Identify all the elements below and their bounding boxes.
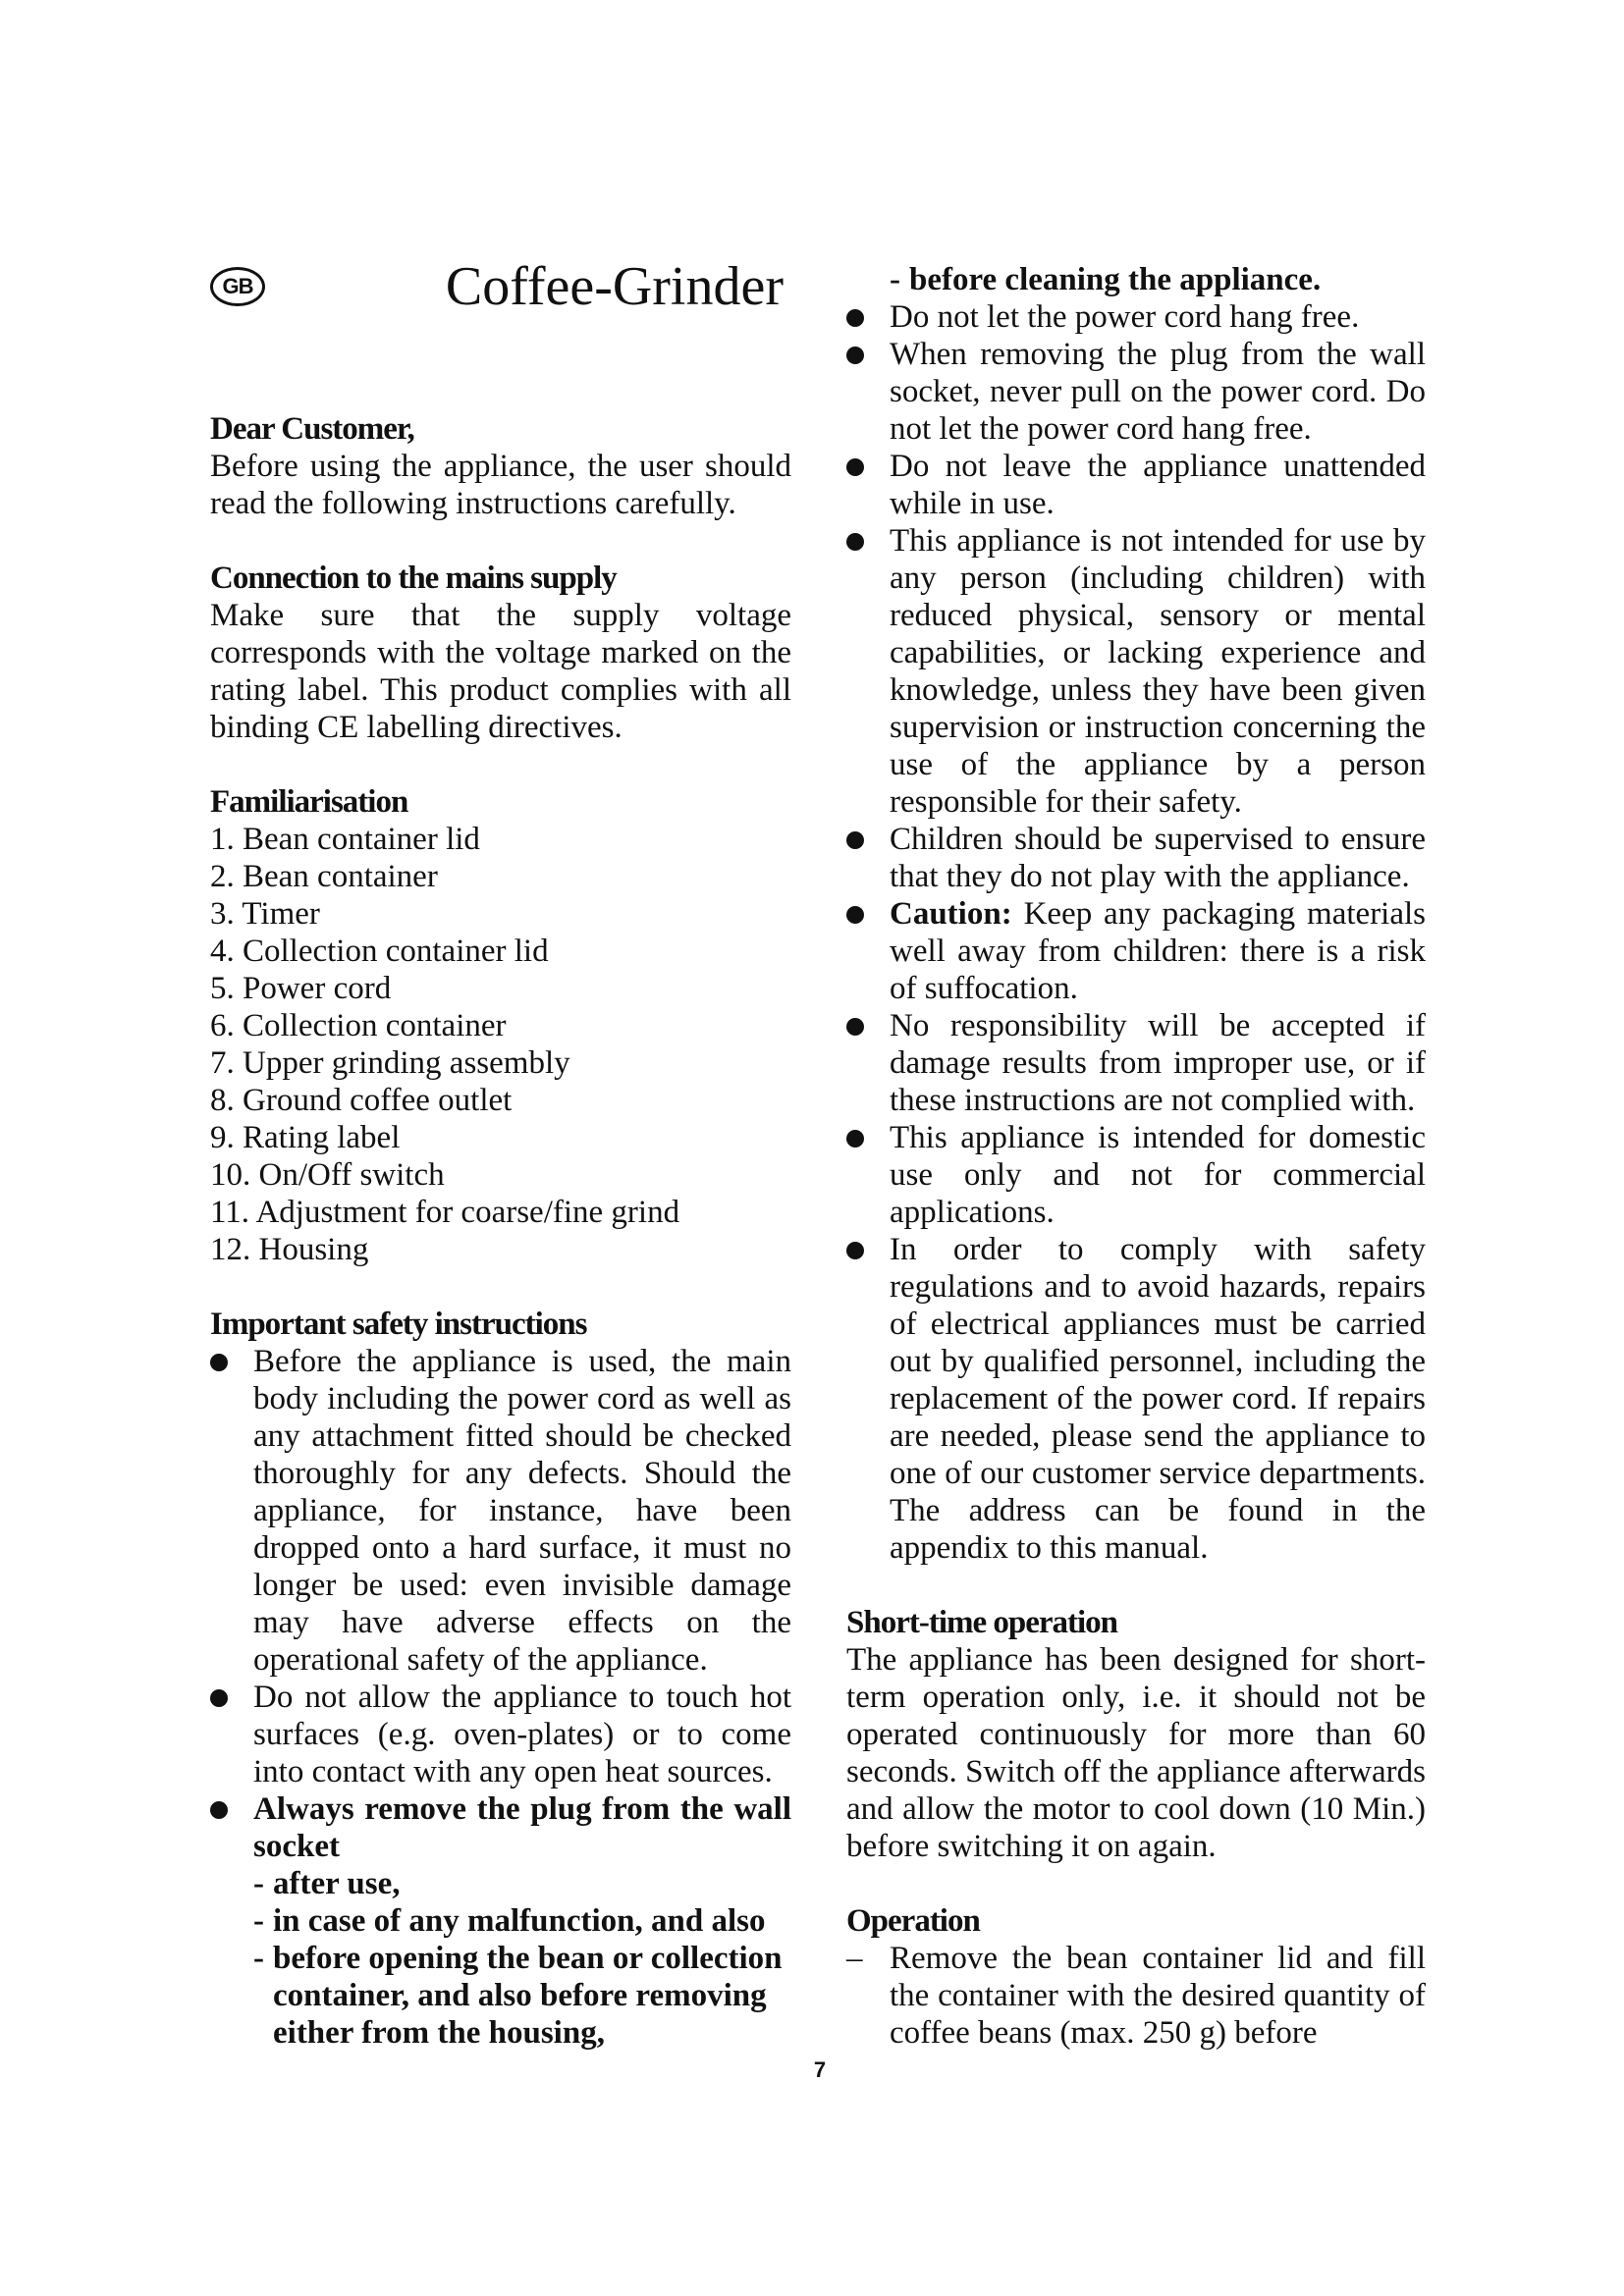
- list-item: 4. Collection container lid: [210, 934, 549, 969]
- subitem-text: before opening the bean or collection container, and also before removing either from the housing,: [273, 1941, 783, 2051]
- list-item: 12. Housing: [210, 1232, 369, 1267]
- list-item: 11. Adjustment for coarse/fine grind: [210, 1195, 680, 1230]
- list-item: 6. Collection container: [210, 1008, 507, 1043]
- page-title: Coffee-Grinder: [445, 256, 784, 317]
- subitem-text: before cleaning the appliance.: [909, 262, 1322, 297]
- list-item: 5. Power cord: [210, 971, 392, 1006]
- section-title-safety: Important safety instructions: [210, 1307, 587, 1342]
- bullet-icon: [210, 1354, 228, 1371]
- safety-bullet: [846, 821, 1426, 895]
- left-column: [210, 410, 791, 2052]
- mains-text: Make sure that the supply voltage corresponds with the voltage marked on the rating label. This product complies with all binding CE labelling directives.: [210, 598, 791, 745]
- bullet-text: Before the appliance is used, the main body including the power cord as well as any attachment fitted should be checked thoroughly for any defects. Should the appliance, for instance, have been dropped onto a hard surface, it must no longer be used: even invisible damage may have adverse effects on the operational safety of the appliance.: [253, 1344, 791, 1678]
- language-badge: GB: [210, 267, 265, 306]
- safety-bullet: [846, 522, 1426, 821]
- bullet-icon: [210, 1689, 228, 1707]
- safety-bullet: [210, 1343, 791, 1679]
- list-item: 2. Bean container: [210, 859, 438, 894]
- dash-marker: –: [846, 1941, 863, 1976]
- page-number: 7: [813, 2057, 827, 2082]
- intro-text: Before using the appliance, the user should read the following instructions carefully.: [210, 449, 791, 521]
- safety-bullet: [846, 1231, 1426, 1567]
- safety-bullet: [210, 1679, 791, 1790]
- safety-subitem: - before opening the bean or collection container, and also before removing either from the housing,: [253, 1941, 783, 2051]
- bullet-icon: [846, 458, 864, 476]
- subitem-text: after use,: [273, 1866, 401, 1901]
- parts-list: [210, 821, 791, 1268]
- operation-step: [846, 1940, 1426, 2052]
- bullet-icon: [846, 533, 864, 551]
- safety-bullet: [846, 1007, 1426, 1119]
- bullet-icon: [846, 831, 864, 849]
- bullet-icon: [846, 1018, 864, 1036]
- section-title-operation: Operation: [846, 1903, 980, 1939]
- list-item: 8. Ground coffee outlet: [210, 1083, 513, 1118]
- safety-bullet: [846, 448, 1426, 522]
- bullet-text: In order to comply with safety regulations and to avoid hazards, repairs of electrical appliances must be carried out by qualified personnel, including the replacement of the power cord. If repairs are needed, please send the appliance to one of our customer service departments. The address can be found in the appendix to this manual.: [890, 1232, 1426, 1566]
- bullet-icon: [846, 347, 864, 364]
- list-item: 3. Timer: [210, 896, 320, 932]
- bullet-text: This appliance is intended for domestic use only and not for commercial applications.: [890, 1120, 1426, 1230]
- subitem-text: in case of any malfunction, and also: [273, 1903, 766, 1939]
- list-item: 10. On/Off switch: [210, 1157, 445, 1193]
- safety-subitem: - before cleaning the appliance.: [890, 262, 1322, 297]
- bullet-text: When removing the plug from the wall socket, never pull on the power cord. Do not let the power cord hang free.: [890, 337, 1426, 447]
- section-title-mains: Connection to the mains supply: [210, 561, 617, 596]
- safety-bullet: [210, 1790, 791, 1865]
- safety-bullet: [846, 298, 1426, 336]
- caution-label: Caution:: [890, 896, 1012, 932]
- bullet-text: This appliance is not intended for use by any person (including children) with reduced physical, sensory or mental capabilities, or lacking experience and knowledge, unless they have been given supervision or instruction concerning the use of the appliance by a person responsible for their safety.: [890, 523, 1426, 820]
- safety-subitem: - in case of any malfunction, and also: [253, 1903, 766, 1939]
- bullet-icon: [846, 1242, 864, 1259]
- short-time-text: The appliance has been designed for short-term operation only, i.e. it should not be operated continuously for more than 60 seconds. Switch off the appliance afterwards and allow the motor to cool down (10 Min.) before switching it on again.: [846, 1642, 1426, 1864]
- bullet-text: Do not leave the appliance unattended while in use.: [890, 449, 1426, 521]
- bullet-text: Do not let the power cord hang free.: [890, 299, 1360, 335]
- list-item: 9. Rating label: [210, 1120, 401, 1155]
- page-header: [210, 257, 791, 316]
- bullet-icon: [846, 309, 864, 327]
- list-item: 1. Bean container lid: [210, 822, 480, 857]
- section-title-familiarisation: Familiarisation: [210, 784, 408, 820]
- list-item: 7. Upper grinding assembly: [210, 1045, 570, 1081]
- section-title-short-time: Short-time operation: [846, 1605, 1118, 1640]
- right-column: [846, 261, 1426, 2052]
- greeting: Dear Customer,: [210, 411, 414, 447]
- bullet-icon: [846, 1130, 864, 1148]
- bullet-text: Keep any packaging materials well away from children: there is a risk of suffocation.: [890, 896, 1427, 1006]
- safety-bullet: [846, 1119, 1426, 1231]
- safety-bullet: [846, 895, 1426, 1007]
- bullet-icon: [846, 906, 864, 924]
- bullet-text: Always remove the plug from the wall socket: [253, 1791, 791, 1864]
- safety-subitem: - after use,: [253, 1866, 401, 1901]
- bullet-icon: [210, 1801, 228, 1819]
- safety-bullet: [846, 336, 1426, 448]
- bullet-text: Do not allow the appliance to touch hot surfaces (e.g. oven-plates) or to come into contact with any open heat sources.: [253, 1680, 791, 1789]
- step-text: Remove the bean container lid and fill the container with the desired quantity of coffee beans (max. 250 g) before: [890, 1941, 1426, 2051]
- bullet-text: No responsibility will be accepted if damage results from improper use, or if these instructions are not complied with.: [890, 1008, 1426, 1118]
- bullet-text: Children should be supervised to ensure that they do not play with the appliance.: [890, 822, 1426, 894]
